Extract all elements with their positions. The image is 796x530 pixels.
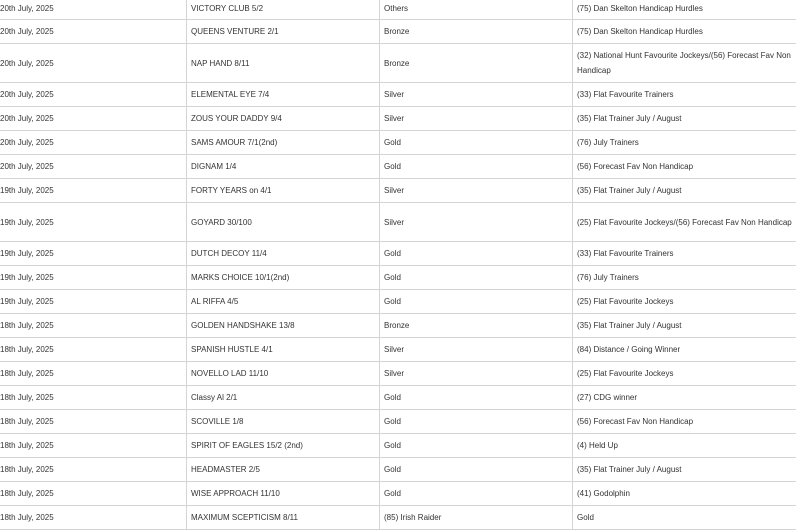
horse-cell: Classy Al 2/1 xyxy=(187,386,380,409)
horse-cell: SCOVILLE 1/8 xyxy=(187,410,380,433)
category-cell: Gold xyxy=(380,155,573,178)
table-row xyxy=(0,338,796,362)
date-cell: 20th July, 2025 xyxy=(0,131,187,154)
horse-cell: NAP HAND 8/11 xyxy=(187,44,380,82)
date-cell: 18th July, 2025 xyxy=(0,410,187,433)
horse-cell: AL RIFFA 4/5 xyxy=(187,290,380,313)
category-cell: Gold xyxy=(380,290,573,313)
date-cell: 20th July, 2025 xyxy=(0,107,187,130)
horse-cell: SAMS AMOUR 7/1(2nd) xyxy=(187,131,380,154)
table-row xyxy=(0,266,796,290)
date-cell: 18th July, 2025 xyxy=(0,482,187,505)
table-row xyxy=(0,434,796,458)
system-cell: (4) Held Up xyxy=(577,441,618,450)
system-cell: (25) Flat Favourite Jockeys xyxy=(577,369,674,378)
date-cell: 18th July, 2025 xyxy=(0,506,187,529)
system-cell: (32) National Hunt Favourite Jockeys/(56) Forecast Fav Non Handicap xyxy=(577,51,791,75)
table-row xyxy=(0,506,796,530)
system-cell: (27) CDG winner xyxy=(577,393,638,402)
table-row xyxy=(0,242,796,266)
horse-cell: MAXIMUM SCEPTICISM 8/11 xyxy=(187,506,380,529)
date-cell: 18th July, 2025 xyxy=(0,434,187,457)
horse-cell: ELEMENTAL EYE 7/4 xyxy=(187,83,380,106)
category-cell: Silver xyxy=(380,179,573,202)
date-cell: 18th July, 2025 xyxy=(0,362,187,385)
category-cell: Gold xyxy=(380,434,573,457)
horse-cell: GOLDEN HANDSHAKE 13/8 xyxy=(187,314,380,337)
table-row xyxy=(0,386,796,410)
table-row xyxy=(0,458,796,482)
category-cell: Gold xyxy=(380,386,573,409)
date-cell: 19th July, 2025 xyxy=(0,290,187,313)
system-cell: (35) Flat Trainer July / August xyxy=(577,465,682,474)
system-cell: (75) Dan Skelton Handicap Hurdles xyxy=(577,27,703,36)
category-cell: Others xyxy=(380,0,573,19)
system-cell: (76) July Trainers xyxy=(577,273,639,282)
horse-cell: HEADMASTER 2/5 xyxy=(187,458,380,481)
date-cell: 18th July, 2025 xyxy=(0,458,187,481)
category-cell: Bronze xyxy=(380,44,573,82)
horse-cell: FORTY YEARS on 4/1 xyxy=(187,179,380,202)
horse-cell: SPIRIT OF EAGLES 15/2 (2nd) xyxy=(187,434,380,457)
table-row xyxy=(0,314,796,338)
date-cell: 20th July, 2025 xyxy=(0,83,187,106)
system-cell: (35) Flat Trainer July / August xyxy=(577,186,682,195)
category-cell: Gold xyxy=(380,482,573,505)
table-row xyxy=(0,131,796,155)
horse-cell: WISE APPROACH 11/10 xyxy=(187,482,380,505)
system-cell: (35) Flat Trainer July / August xyxy=(577,321,682,330)
table-row xyxy=(0,179,796,203)
category-cell: Silver xyxy=(380,107,573,130)
system-cell: (35) Flat Trainer July / August xyxy=(577,114,682,123)
horse-cell: DUTCH DECOY 11/4 xyxy=(187,242,380,265)
category-cell: Gold xyxy=(380,242,573,265)
category-cell: (85) Irish Raider xyxy=(380,506,573,529)
system-cell: (25) Flat Favourite Jockeys xyxy=(577,297,674,306)
horse-cell: GOYARD 30/100 xyxy=(187,203,380,241)
date-cell: 20th July, 2025 xyxy=(0,44,187,82)
system-cell: (41) Godolphin xyxy=(577,489,630,498)
category-cell: Gold xyxy=(380,458,573,481)
date-cell: 19th July, 2025 xyxy=(0,203,187,241)
table-row xyxy=(0,107,796,131)
system-cell: (33) Flat Favourite Trainers xyxy=(577,90,674,99)
system-cell: (76) July Trainers xyxy=(577,138,639,147)
category-cell: Gold xyxy=(380,410,573,433)
horse-cell: SPANISH HUSTLE 4/1 xyxy=(187,338,380,361)
category-cell: Silver xyxy=(380,338,573,361)
date-cell: 20th July, 2025 xyxy=(0,20,187,43)
category-cell: Gold xyxy=(380,131,573,154)
system-cell: (56) Forecast Fav Non Handicap xyxy=(577,162,694,171)
system-cell: (25) Flat Favourite Jockeys/(56) Forecast Fav Non Handicap xyxy=(577,217,792,227)
category-cell: Bronze xyxy=(380,314,573,337)
date-cell: 18th July, 2025 xyxy=(0,314,187,337)
horse-cell: DIGNAM 1/4 xyxy=(187,155,380,178)
category-cell: Silver xyxy=(380,203,573,241)
table-row xyxy=(0,362,796,386)
system-cell: (84) Distance / Going Winner xyxy=(577,345,681,354)
table-row xyxy=(0,482,796,506)
horse-cell: QUEENS VENTURE 2/1 xyxy=(187,20,380,43)
table-row xyxy=(0,20,796,44)
system-cell: (75) Dan Skelton Handicap Hurdles xyxy=(577,3,703,13)
horse-cell: VICTORY CLUB 5/2 xyxy=(187,0,380,19)
table-row xyxy=(0,290,796,314)
category-cell: Silver xyxy=(380,362,573,385)
date-cell: 20th July, 2025 xyxy=(0,155,187,178)
table-row xyxy=(0,203,796,242)
horse-cell: ZOUS YOUR DADDY 9/4 xyxy=(187,107,380,130)
date-cell: 20th July, 2025 xyxy=(0,0,187,19)
table-row xyxy=(0,0,796,20)
system-cell: (33) Flat Favourite Trainers xyxy=(577,249,674,258)
system-cell: (56) Forecast Fav Non Handicap xyxy=(577,417,694,426)
category-cell: Gold xyxy=(380,266,573,289)
date-cell: 19th July, 2025 xyxy=(0,266,187,289)
horse-cell: NOVELLO LAD 11/10 xyxy=(187,362,380,385)
table-row xyxy=(0,83,796,107)
date-cell: 19th July, 2025 xyxy=(0,242,187,265)
date-cell: 18th July, 2025 xyxy=(0,338,187,361)
table-row xyxy=(0,44,796,83)
date-cell: 19th July, 2025 xyxy=(0,179,187,202)
date-cell: 18th July, 2025 xyxy=(0,386,187,409)
table-row xyxy=(0,410,796,434)
horse-cell: MARKS CHOICE 10/1(2nd) xyxy=(187,266,380,289)
table-row xyxy=(0,155,796,179)
category-cell: Silver xyxy=(380,83,573,106)
system-cell: Gold xyxy=(577,513,594,522)
category-cell: Bronze xyxy=(380,20,573,43)
